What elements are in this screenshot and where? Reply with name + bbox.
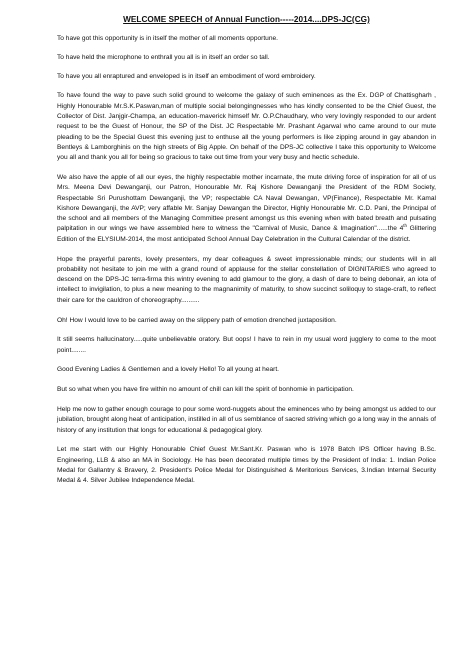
paragraph-chief-guest: Let me start with our Highly Honourable Chief Guest Mr.Sant.Kr. Paswan who is 1978 Batch IPS Officer having B.Sc. Engineering, LLB & also an MA in Sociology. He has been decorated multiple times by the President of India: 1. Indian Police Medal for Gallantry & Bravery, 2. President's Police Medal for Distinguished & Meritorious Services, 3.Indian Internal Security Medal & 4. Silver Jubilee Independence Medal. bbox=[57, 446, 436, 485]
paragraph-management bbox=[57, 173, 436, 245]
paragraph-eminences: Help me now to gather enough courage to pour some word-nuggets about the eminences who by being amongst us added to our jubilation, brought along heat of anticipation, instilled in all of us semblance of sacred striving which go a long way in the annals of history of any institution that longs for educational & pedagogical glory. bbox=[57, 406, 436, 434]
paragraph-management-text-b: Glittering Edition of the ELYSIUM-2014, the most anticipated School Annual Day Celebration in the Cultural Calendar of the district. bbox=[57, 225, 436, 243]
paragraph-opening-3: To have you all enraptured and enveloped is in itself an embodiment of word embroidery. bbox=[57, 72, 316, 80]
paragraph-applause: Hope the prayerful parents, lovely presenters, my dear colleagues & sweet impressionable minds; our students will in all probability not hesitate to join me with a grand round of applause for the stellar constellation of DIGNITARIES who agreed to descend on the DPS-JC terra-firma this wintry evening to add glamour to the glory, a dash of dare to being debonair, an iota of intellect to invigilation, to plus a new meaning to the magnanimity of maturity, to show succinct soliloquy to stage-craft, to reflect their care for the cauldron of choreography.......... bbox=[57, 255, 436, 304]
paragraph-emotion: Oh! How I would love to be carried away on the slippery path of emotion drenched juxtaposition. bbox=[57, 316, 337, 324]
paragraph-greeting: Good Evening Ladies & Gentlemen and a lovely Hello! To all young at heart. bbox=[57, 366, 280, 374]
paragraph-hallucinatory: It still seems hallucinatory.....quite unbelievable oratory. But oops! I have to rein in my usual word jugglery to come to the moot point........ bbox=[57, 336, 436, 354]
paragraph-opening-1: To have got this opportunity is in itself the mother of all moments opportune. bbox=[57, 35, 279, 42]
ordinal-superscript: th bbox=[403, 223, 407, 229]
paragraph-welcome-guests: To have found the way to pave such solid ground to welcome the galaxy of such eminences as the Ex. DGP of Chattisgharh , Highly Honourable Mr.S.K.Paswan,man of multiple social belongingnesses who has kindly consented to be the Chief Guest, the Collector of Dist. Janjgir-Champa, an education-maverick himself Mr. O.P.Chaudhary, who very lovingly responded to our ardent request to be the Guest of Honour, the SP of the Dist. JC Respectable Mr. Prashant Agarwal who came around to our mute pleading to be the Special Guest this evening just to enthuse all the young performers is like zipping around in gay abandon in Bentleys & Lamborghinis on the high streets of Big Apple. On behalf of the DPS-JC collective I take this opportunity to Welcome you all and thank you all for being so gracious to take out time from your very busy and hectic schedule. bbox=[57, 92, 436, 162]
page-title: WELCOME SPEECH of Annual Function-----2014....DPS-JC(CG) bbox=[123, 15, 370, 24]
paragraph-opening-2: To have held the microphone to enthrall you all is in itself an order so tall. bbox=[57, 53, 270, 61]
paragraph-bonhomie: But so what when you have fire within no amount of chill can kill the spirit of bonhomie in participation. bbox=[57, 386, 354, 394]
paragraph-management-text-a: We also have the apple of all our eyes, the highly respectable mother incarnate, the mute driving force of inspiration for all of us Mrs. Meena Devi Dewanganji, our Patron, Honourable Mr. Raj Kishore Dewanganji the President of the RDM Society, Respectable Sri Purushottam Dewanganji, the VP; respectable CA Naval Dewangan, VP(Finance), Respectable Mr. Kamal Kishore Dewanganji, the AVP; very affable Mr. Sanjay Dewangan the Director, Highly Honourable Mr. C.D. Pani, the Principal of the school and all members of the Managing Committee present amongst us this evening when with bated breath and pulsating palpitation in our wings we have assembled here to witness the "Carnival of Music, Dance & Imagination"......the 4 bbox=[57, 173, 436, 233]
